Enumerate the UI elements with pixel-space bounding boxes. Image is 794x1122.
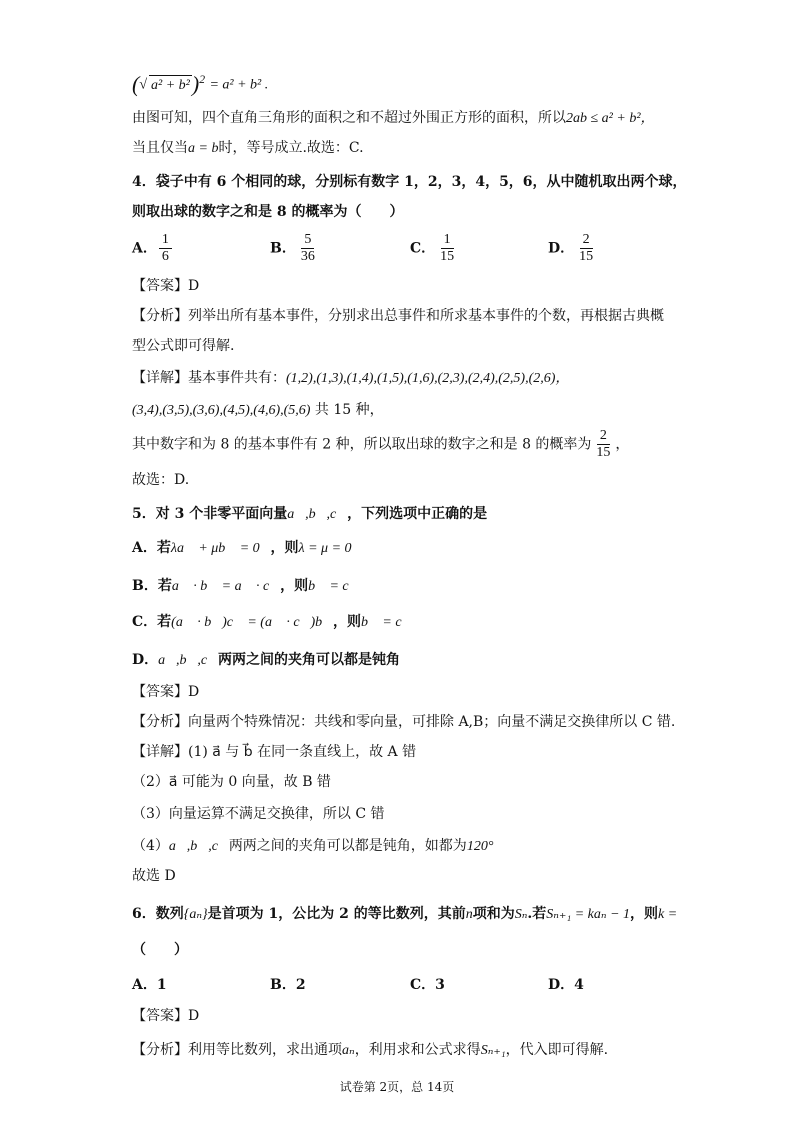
detail: （2）a⃗ 可能为 0 向量，故 B 错	[132, 774, 331, 790]
option-c: C．3	[410, 977, 445, 993]
option-b: B．2	[270, 977, 306, 993]
conclusion: 故选：D.	[132, 472, 190, 488]
answer: 【答案】D	[132, 684, 200, 700]
detail: （3）向量运算不满足交换律，所以 C 错	[132, 806, 385, 822]
option-c: C．若(a⃗ · b⃗)c⃗ = (a⃗ · c⃗)b⃗，则b⃗ = c⃗	[132, 614, 413, 630]
option-d: D．4	[548, 977, 584, 993]
fraction: $\frac{2}{15}$	[596, 428, 611, 460]
fraction: $\frac{1}{15}$	[440, 232, 455, 264]
question-4-stem: 则取出球的数字之和是 8 的概率为（ ）	[132, 204, 404, 220]
option-b: B．若a⃗ · b⃗ = a⃗ · c⃗，则b⃗ = c⃗	[132, 578, 360, 594]
option-a: A．1	[132, 977, 167, 993]
sqrt-content: a² + b²	[149, 75, 192, 96]
analysis: 【分析】向量两个特殊情况：共线和零向量，可排除 A,B；向量不满足交换律所以 C 错.	[132, 714, 676, 730]
formula-rhs: = a² + b² .	[209, 77, 269, 93]
answer: 【答案】D	[132, 278, 200, 294]
option-a: A．若λa⃗ + μb⃗ = 0⃗，则λ = μ = 0	[132, 540, 352, 556]
question-5-stem: 5．对 3 个非零平面向量a⃗,b⃗,c⃗，下列选项中正确的是	[132, 506, 488, 522]
page-footer: 试卷第 2页，总 14页	[339, 1080, 455, 1094]
question-6-stem: 6．数列{aₙ}是首项为 1，公比为 2 的等比数列，其前n项和为Sₙ.若Sₙ₊₁ = kaₙ − 1，则k =	[132, 906, 678, 922]
paragraph: 当且仅当a = b时，等号成立.故选：C.	[132, 140, 364, 156]
option-d: D． $\frac{2}{15}$	[548, 232, 598, 265]
option-a: A． $\frac{1}{6}$	[132, 232, 174, 265]
detail: （4）a⃗,b⃗,c⃗两两之间的夹角可以都是钝角，如都为120°	[132, 838, 494, 854]
paren-open: (	[132, 71, 140, 97]
option-b: B． $\frac{5}{36}$	[270, 232, 320, 265]
conclusion: 故选 D	[132, 868, 176, 884]
option-d: D．a⃗,b⃗,c⃗两两之间的夹角可以都是钝角	[132, 652, 401, 668]
detail: 其中数字和为 8 的基本事件有 2 种，所以取出球的数字之和是 8 的概率为 $\frac{2}{15}$ ，	[132, 428, 630, 460]
option-c: C． $\frac{1}{15}$	[410, 232, 459, 265]
fraction: $\frac{2}{15}$	[579, 232, 594, 264]
paragraph: 由图可知，四个直角三角形的面积之和不超过外围正方形的面积，所以2ab ≤ a² + b²，	[132, 110, 655, 126]
question-4-stem: 4．袋子中有 6 个相同的球，分别标有数字 1，2，3，4，5，6，从中随机取出两个球，	[132, 174, 687, 190]
formula-line	[132, 70, 268, 96]
analysis: 【分析】列举出所有基本事件，分别求出总事件和所求基本事件的个数，再根据古典概	[132, 308, 664, 324]
analysis: 【分析】利用等比数列，求出通项aₙ，利用求和公式求得Sₙ₊₁，代入即可得解.	[132, 1042, 609, 1058]
fraction: $\frac{5}{36}$	[300, 232, 315, 264]
fraction: $\frac{1}{6}$	[159, 232, 172, 265]
answer: 【答案】D	[132, 1008, 200, 1024]
exponent: 2	[199, 73, 206, 86]
paren-close: )	[191, 71, 200, 97]
question-6-stem: （ ）	[132, 942, 188, 958]
detail: (3,4),(3,5),(3,6),(4,5),(4,6),(5,6) 共 15 种，	[132, 402, 384, 418]
sqrt-symbol: √	[139, 77, 148, 93]
detail: 【详解】(1) a⃗ 与 b⃗ 在同一条直线上，故 A 错	[132, 744, 417, 760]
detail: 【详解】基本事件共有：(1,2),(1,3),(1,4),(1,5),(1,6),(2,3),(2,4),(2,5),(2,6)，	[132, 370, 570, 386]
analysis: 型公式即可得解.	[132, 338, 235, 354]
